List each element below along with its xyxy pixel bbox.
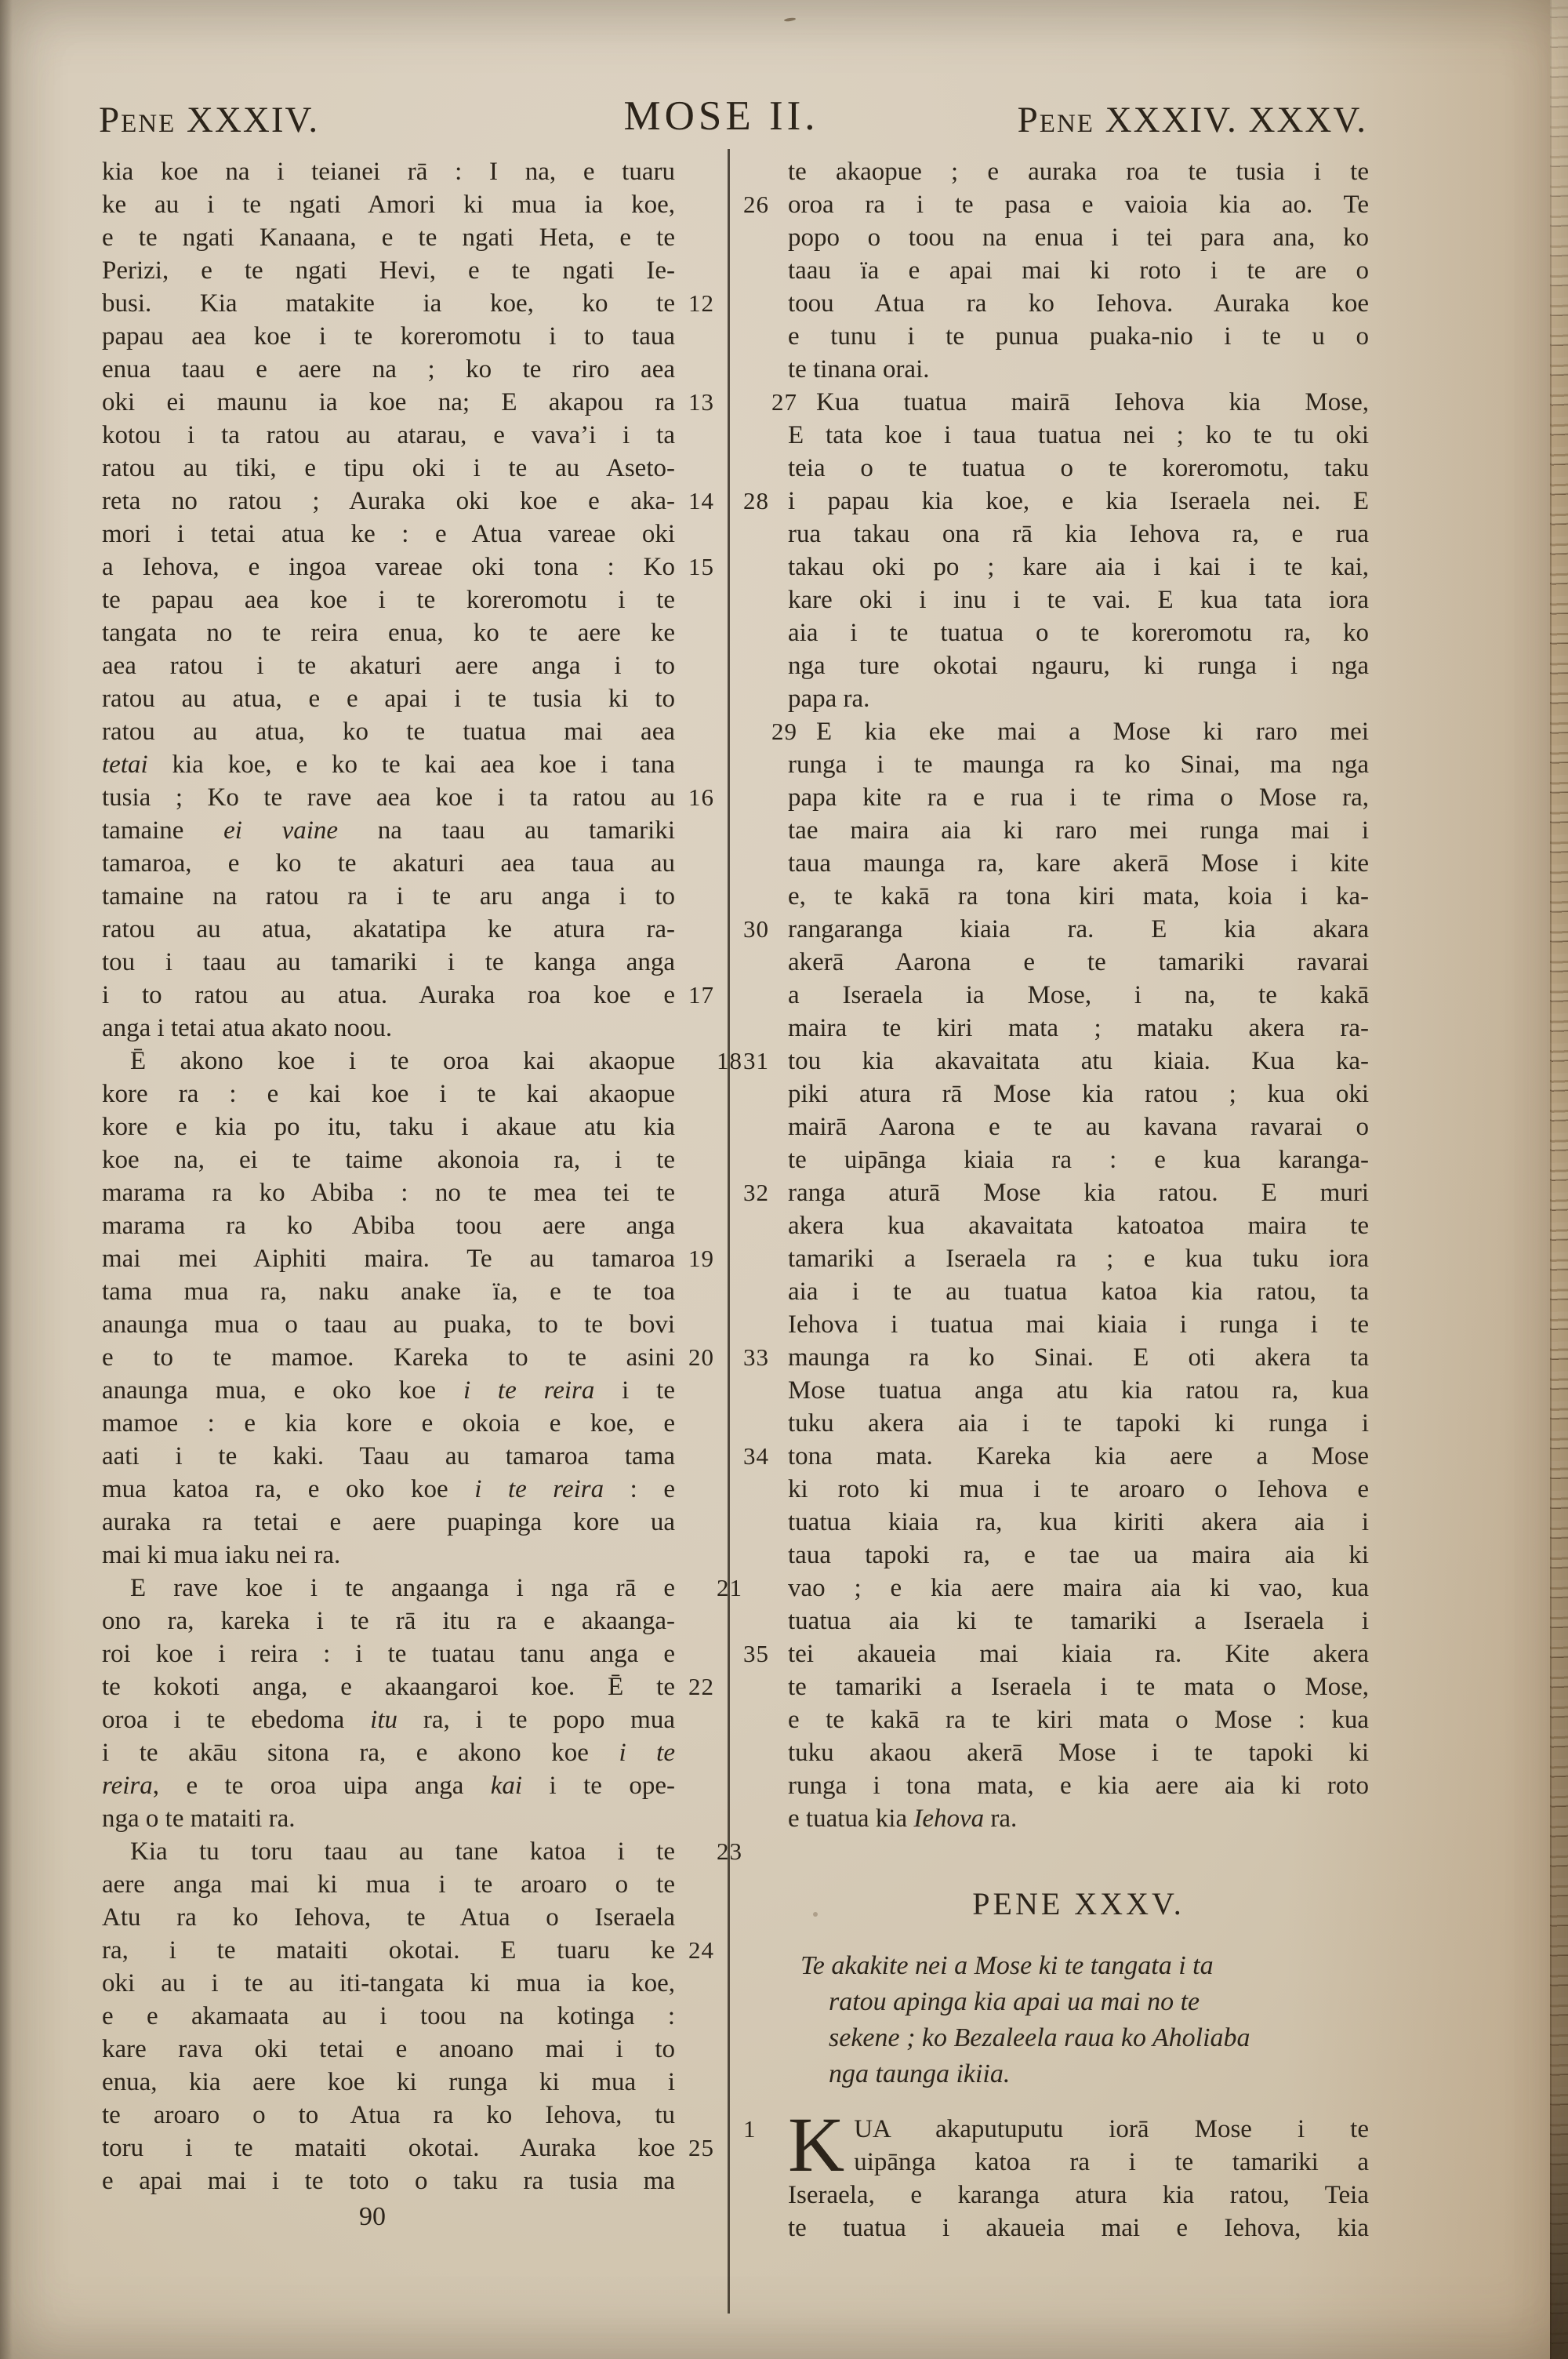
text-line: 17 i to ratou au atua. Auraka roa koe e [102,979,675,1012]
text-line: vao ; e kia aere maira aia ki vao, kua [788,1574,1369,1602]
text-line: e te kakā ra te kiri mata o Mose : kua [788,1706,1369,1734]
text-line: e apai mai i te toto o taku ra tusia ma [102,2167,675,2195]
verse-number: 18 [717,1047,742,1074]
text-line: 20 e to te mamoe. Kareka to te asini [102,1341,675,1374]
text-line: anaunga mua, e oko koe i te reira i te [102,1376,675,1405]
verse-number: 26 [743,191,769,218]
text-line: kore ra : e kai koe i te kai akaopue [102,1080,675,1108]
text-line: papa kite ra e rua i te rima o Mose ra, [788,783,1369,812]
text-line: i te akāu sitona ra, e akono koe i te [102,1739,676,1767]
book-fore-edge [1550,0,1568,2359]
text-line: ratou au tiki, e tipu oki i te au Aseto- [102,454,675,482]
text-line: e te ngati Kanaana, e te ngati Heta, e te [102,224,675,252]
verse-number: 14 [688,487,714,514]
text-line: tama mua ra, naku anake ïa, e te toa [102,1278,675,1306]
text-line: taua tapoki ra, e tae ua maira aia ki [788,1541,1369,1569]
text-line: te tuatua i akaueia mai e Iehova, kia [788,2214,1369,2242]
text-line: tangata no te reira enua, ko te aere ke [102,619,675,647]
text-line: 32 ranga aturā Mose kia ratou. E muri [788,1176,1369,1209]
text-line: tamariki a Iseraela ra ; e kua tuku iora [788,1245,1369,1273]
text-line: tamaine na ratou ra i te aru anga i to [102,882,675,911]
text-line: popo o toou na enua i tei para ana, ko [788,224,1369,252]
text-line: ke au i te ngati Amori ki mua ia koe, [102,191,675,219]
verse-number: 20 [688,1343,714,1371]
text-line: reira, e te oroa uipa anga kai i te ope- [102,1772,675,1800]
verse-number: 22 [688,1673,714,1700]
text-line: 24 ra, i te mataiti okotai. E tuaru ke [102,1934,675,1967]
text-line: oki au i te au iti-tangata ki mua ia koe, [102,1969,675,1997]
text-line: ratou au atua, e e apai i te tusia ki to [102,685,675,713]
text-line: teia o te tuatua o te koreromotu, taku [788,454,1369,482]
text-line: e e akamaata au i toou na kotinga : [102,2002,675,2030]
text-line: kare oki i inu i te vai. E kua tata iora [788,586,1369,614]
text-line: Iehova i tuatua mai kiaia i runga i te [788,1310,1369,1339]
text-line: E tata koe i taua tuatua nei ; ko te tu oki [788,421,1369,449]
text-line: mai ki mua iaku nei ra. [102,1541,341,1569]
text-line: ono ra, kareka i te rā itu ra e akaanga- [102,1607,675,1635]
text-line: e, te kakā ra tona kiri mata, koia i ka- [788,882,1369,911]
text-line: 14 reta no ratou ; Auraka oki koe e aka- [102,485,675,518]
text-line: maira te kiri mata ; mataku akera ra- [788,1014,1369,1042]
text-line: Iseraela, e karanga atura kia ratou, Teia [788,2181,1369,2209]
text-line: aia i te au tuatua katoa kia ratou, ta [788,1278,1369,1306]
text-line: te akaopue ; e auraka roa te tusia i te [788,158,1369,186]
text-line: aia i te tuatua o te koreromotu ra, ko [788,619,1369,647]
column-divider-rule [728,149,730,2314]
verse-1-paragraph [743,2101,1369,2245]
verse-number: 31 [743,1047,769,1074]
verse-number: 34 [743,1442,769,1470]
text-line: mamoe : e kia kore e okoia e koe, e [102,1409,675,1438]
verse-number: 19 [688,1245,714,1272]
right-column-text [743,155,1369,2245]
text-line: te tinana orai. [788,355,930,383]
paper-speck [813,1912,818,1917]
text-line: papau aea koe i te koreromotu i to taua [102,322,675,351]
verse-number: 30 [743,915,769,943]
text-line: 30 rangaranga kiaia ra. E kia akara [788,913,1369,946]
text-line: 28 i papau kia koe, e kia Iseraela nei. E [788,485,1369,518]
text-line: mua katoa ra, e oko koe i te reira : e [102,1475,675,1503]
text-line: mori i tetai atua ke : e Atua vareae oki [102,520,675,548]
text-line: tuku akera aia i te tapoki ki runga i [788,1409,1369,1438]
text-line: a Iseraela ia Mose, i na, te kakā [788,981,1369,1009]
text-line: kore e kia po itu, taku i akaue atu kia [102,1113,675,1141]
verse-number: 29 [771,718,797,745]
text-line: kare rava oki tetai e anoano mai i to [102,2035,675,2063]
text-line: kia koe na i teianei rā : I na, e tuaru [102,158,675,186]
verse-number: 27 [771,388,797,416]
text-line: 15 a Iehova, e ingoa vareae oki tona : Ko [102,551,675,583]
running-header-title: MOSE II. [623,93,819,139]
text-line: te aroaro o to Atua ra ko Iehova, tu [102,2101,675,2129]
verse-number: 25 [688,2134,714,2161]
text-line: nga ture okotai ngauru, ki runga i nga [788,652,1369,680]
text-line: 29 E kia eke mai a Mose ki raro mei [788,715,1369,748]
verse-number: 32 [743,1179,769,1206]
chapter-summary-line: ratou apinga kia apai ua mai no te [829,1987,1200,2016]
text-line: e tunu i te punua puaka-nio i te u o [788,322,1369,351]
text-line: e tuatua kia Iehova ra. [788,1805,1018,1833]
chapter-summary-line: sekene ; ko Bezaleela raua ko Aholiaba [829,2023,1250,2052]
text-line: tae maira aia ki raro mei runga mai i [788,816,1369,845]
text-line: 26 oroa ra i te pasa e vaioia kia ao. Te [788,188,1369,221]
text-line: 19 mai mei Aiphiti maira. Te au tamaroa [102,1242,675,1275]
text-line: Mose tuatua anga atu kia ratou ra, kua [788,1376,1369,1405]
text-line: 16 tusia ; Ko te rave aea koe i ta ratou au [102,781,675,814]
text-line: roi koe i reira : i te tuatau tanu anga e [102,1640,675,1668]
text-line: te papau aea koe i te koreromotu i te [102,586,675,614]
paper-speck [784,17,796,22]
text-line: toou Atua ra ko Iehova. Auraka koe [788,289,1369,318]
text-line: 21 E rave koe i te angaanga i nga rā e [102,1572,675,1605]
verse-number: 13 [688,388,714,416]
text-line: anga i tetai atua akato noou. [102,1014,393,1042]
text-line: 31 tou kia akavaitata atu kiaia. Kua ka- [788,1045,1369,1078]
text-line: 33 maunga ra ko Sinai. E oti akera ta [788,1341,1369,1374]
verse-number: 33 [743,1343,769,1371]
text-line: tamaroa, e ko te akaturi aea taua au [102,849,675,878]
chapter-summary-line: nga taunga ikiia. [829,2059,1011,2088]
text-line: Perizi, e te ngati Hevi, e te ngati Ie- [102,256,675,285]
verse-number: 1 [743,2115,757,2143]
verse-number: 17 [688,981,714,1009]
text-line: tetai kia koe, e ko te kai aea koe i tana [102,751,675,779]
verse-number: 35 [743,1640,769,1667]
text-line: tuku akaou akerā Mose i te tapoki ki [788,1739,1369,1767]
text-line: enua taau e aere na ; ko te riro aea [102,355,675,383]
text-line: taau ïa e apai mai ki roto i te are o [788,256,1369,285]
text-line: te uipānga kiaia ra : e kua karanga- [788,1146,1369,1174]
verse-number: 23 [717,1837,742,1865]
text-line: papa ra. [788,685,870,713]
text-line: uipānga katoa ra i te tamariki a [854,2148,1369,2176]
text-line: runga i tona mata, e kia aere aia ki roto [788,1772,1369,1800]
text-line: 25 toru i te mataiti okotai. Auraka koe [102,2132,675,2165]
text-line: tuatua aia ki te tamariki a Iseraela i [788,1607,1369,1635]
chapter-summary-line: Te akakite nei a Mose ki te tangata i ta [800,1951,1214,1980]
text-line: akerā Aarona e te tamariki ravarai [788,948,1369,976]
text-line: kotou i ta ratou au atarau, e vava’i i ta [102,421,675,449]
text-line: akera kua akavaitata katoatoa maira te [788,1212,1369,1240]
text-line: Atu ra ko Iehova, te Atua o Iseraela [102,1903,675,1932]
text-line: 27 Kua tuatua mairā Iehova kia Mose, [788,386,1369,419]
text-line: ki roto ki mua i te aroaro o Iehova e [788,1475,1369,1503]
verse-number: 24 [688,1936,714,1964]
page-number: 90 [359,2202,386,2231]
text-line: auraka ra tetai e aere puapinga kore ua [102,1508,675,1536]
text-line: enua, kia aere koe ki runga ki mua i [102,2068,675,2096]
text-line: tamaine ei vaine na taau au tamariki [102,816,675,845]
text-line: mairā Aarona e te au kavana ravarai o [788,1113,1369,1141]
text-line: taua maunga ra, kare akerā Mose i kite [788,849,1369,878]
text-line: runga i te maunga ra ko Sinai, ma nga [788,751,1369,779]
text-line: 34 tona mata. Kareka kia aere a Mose [788,1440,1369,1473]
verse-number: 28 [743,487,769,514]
running-header-right: Pene XXXIV. XXXV. [1017,100,1367,140]
verse-number: 15 [688,553,714,580]
text-line: tou i taau au tamariki i te kanga anga [102,948,675,976]
text-line: marama ra ko Abiba : no te mea tei te [102,1179,675,1207]
text-line: piki atura rā Mose kia ratou ; kua oki [788,1080,1369,1108]
text-line: oroa i te ebedoma itu ra, i te popo mua [102,1706,675,1734]
text-line: aati i te kaki. Taau au tamaroa tama [102,1442,675,1470]
left-column-text [102,155,742,2197]
text-line: anaunga mua o taau au puaka, to te bovi [102,1310,675,1339]
text-line: 12 busi. Kia matakite ia koe, ko te [102,287,675,320]
text-line: 13 oki ei maunu ia koe na; E akapou ra [102,386,675,419]
text-line: 35 tei akaueia mai kiaia ra. Kite akera [788,1637,1369,1670]
text-line: tuatua kiaia ra, kua kiriti akera aia i [788,1508,1369,1536]
text-line: ratou au atua, akatatipa ke atura ra- [102,915,675,943]
verse-number: 12 [688,289,714,317]
text-line: rua takau ona rā kia Iehova ra, e rua [788,520,1369,548]
text-line: ratou au atua, ko te tuatua mai aea [102,718,675,746]
text-line: aere anga mai ki mua i te aroaro o te [102,1870,675,1899]
verse-number: 21 [717,1574,742,1601]
text-line: UA akaputuputu iorā Mose i te [854,2115,1369,2143]
text-line: aea ratou i te akaturi aere anga i to [102,652,675,680]
chapter-summary [788,1948,1369,2092]
drop-cap: K [788,2101,845,2188]
text-line: koe na, ei te taime akonoia ra, i te [102,1146,675,1174]
verse-number: 16 [688,783,714,811]
text-line: marama ra ko Abiba toou aere anga [102,1212,675,1240]
text-line: 22 te kokoti anga, e akaangaroi koe. Ē te [102,1670,675,1703]
text-line: 18 Ē akono koe i te oroa kai akaopue [102,1045,675,1078]
text-line: takau oki po ; kare aia i kai i te kai, [788,553,1369,581]
text-line: te tamariki a Iseraela i te mata o Mose, [788,1673,1369,1701]
running-header-left: Pene XXXIV. [99,100,320,140]
text-line: 23 Kia tu toru taau au tane katoa i te [102,1835,675,1868]
text-line: nga o te mataiti ra. [102,1805,296,1833]
chapter-heading: PENE XXXV. [972,1886,1185,1921]
